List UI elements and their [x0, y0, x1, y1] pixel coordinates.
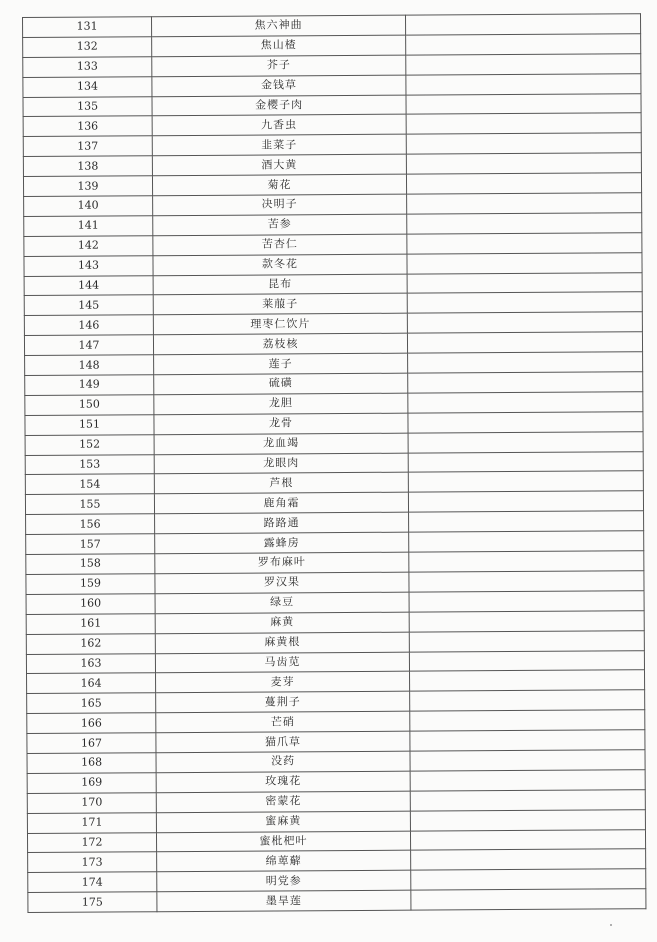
herb-name-cell: 理枣仁饮片 — [153, 314, 407, 335]
row-number-cell: 150 — [25, 395, 154, 416]
herb-name-cell: 露蜂房 — [155, 532, 409, 553]
remark-cell — [410, 789, 645, 810]
table-row — [28, 889, 646, 913]
remark-cell — [406, 153, 641, 174]
herb-name-cell: 鹿角霜 — [154, 493, 408, 514]
row-number-cell: 135 — [23, 96, 152, 117]
remark-cell — [409, 610, 644, 631]
herb-name-cell: 蔓荆子 — [156, 691, 410, 712]
remark-cell — [411, 849, 646, 870]
row-number-cell: 132 — [23, 37, 152, 58]
row-number-cell: 155 — [25, 494, 154, 515]
row-number-cell: 167 — [27, 733, 156, 754]
remark-cell — [407, 272, 642, 293]
herb-name-cell: 金钱草 — [152, 75, 406, 96]
remark-cell — [411, 889, 646, 910]
remark-cell — [410, 710, 645, 731]
remark-cell — [408, 392, 643, 413]
remark-cell — [409, 531, 644, 552]
remark-cell — [410, 750, 645, 771]
row-number-cell: 146 — [24, 315, 153, 336]
remark-cell — [407, 312, 642, 333]
herb-name-cell: 绵萆薢 — [157, 851, 411, 872]
row-number-cell: 152 — [25, 434, 154, 455]
row-number-cell: 173 — [28, 852, 157, 873]
row-number-cell: 151 — [25, 415, 154, 436]
remark-cell — [408, 352, 643, 373]
herb-name-cell: 蜜麻黄 — [156, 811, 410, 832]
herb-name-cell: 马齿苋 — [155, 652, 409, 673]
row-number-cell: 164 — [27, 673, 156, 694]
remark-cell — [411, 869, 646, 890]
row-number-cell: 158 — [26, 554, 155, 575]
row-number-cell: 145 — [24, 295, 153, 316]
row-number-cell: 141 — [24, 216, 153, 237]
remark-cell — [409, 650, 644, 671]
row-number-cell: 143 — [24, 255, 153, 276]
remark-cell — [408, 412, 643, 433]
remark-cell — [408, 431, 643, 452]
herb-name-cell: 蜜枇杷叶 — [156, 831, 410, 852]
row-number-cell: 133 — [23, 56, 152, 77]
remark-cell — [406, 93, 641, 114]
herb-name-cell: 芦根 — [154, 473, 408, 494]
herb-name-cell: 罗汉果 — [155, 572, 409, 593]
herb-name-cell: 没药 — [156, 751, 410, 772]
remark-cell — [406, 133, 641, 154]
row-number-cell: 140 — [24, 196, 153, 217]
herb-name-cell: 莱菔子 — [153, 294, 407, 315]
remark-cell — [409, 551, 644, 572]
row-number-cell: 134 — [23, 76, 152, 97]
herb-name-cell: 酒大黄 — [152, 154, 406, 175]
row-number-cell: 170 — [27, 792, 156, 813]
remark-cell — [409, 630, 644, 651]
row-number-cell: 174 — [28, 872, 157, 893]
herb-name-cell: 昆布 — [153, 274, 407, 295]
remark-cell — [407, 213, 642, 234]
herb-name-cell: 芥子 — [152, 55, 406, 76]
remark-cell — [409, 571, 644, 592]
row-number-cell: 153 — [25, 454, 154, 475]
remark-cell — [409, 591, 644, 612]
row-number-cell: 156 — [26, 514, 155, 535]
herb-name-cell: 决明子 — [153, 194, 407, 215]
row-number-cell: 161 — [26, 613, 155, 634]
remark-cell — [408, 451, 643, 472]
herb-name-cell: 麻黄 — [155, 612, 409, 633]
row-number-cell: 165 — [27, 693, 156, 714]
remark-cell — [407, 193, 642, 214]
row-number-cell: 160 — [26, 594, 155, 615]
herb-name-cell: 芒硝 — [156, 711, 410, 732]
row-number-cell: 139 — [23, 176, 152, 197]
remark-cell — [410, 829, 645, 850]
herb-name-cell: 麻黄根 — [155, 632, 409, 653]
remark-cell — [410, 770, 645, 791]
remark-cell — [410, 690, 645, 711]
remark-cell — [409, 511, 644, 532]
remark-cell — [407, 252, 642, 273]
herb-name-cell: 猫爪草 — [156, 731, 410, 752]
herb-name-cell: 麦芽 — [156, 672, 410, 693]
row-number-cell: 157 — [26, 534, 155, 555]
row-number-cell: 175 — [28, 892, 157, 913]
scan-speck — [610, 924, 612, 926]
remark-cell — [408, 471, 643, 492]
herb-name-cell: 绿豆 — [155, 592, 409, 613]
herb-name-cell: 韭菜子 — [152, 134, 406, 155]
row-number-cell: 168 — [27, 753, 156, 774]
remark-cell — [405, 14, 640, 35]
herb-table-wrapper — [22, 13, 647, 915]
herb-name-cell: 龙眼肉 — [154, 453, 408, 474]
row-number-cell: 144 — [24, 275, 153, 296]
herb-name-cell: 苦杏仁 — [153, 234, 407, 255]
remark-cell — [407, 233, 642, 254]
row-number-cell: 154 — [25, 474, 154, 495]
herb-name-cell: 焦山楂 — [152, 35, 406, 56]
row-number-cell: 172 — [27, 832, 156, 853]
herb-name-cell: 罗布麻叶 — [155, 552, 409, 573]
herb-name-cell: 墨旱莲 — [157, 890, 411, 911]
herb-name-cell: 密蒙花 — [156, 791, 410, 812]
row-number-cell: 162 — [26, 633, 155, 654]
herb-table-body — [23, 14, 646, 913]
remark-cell — [408, 491, 643, 512]
herb-name-cell: 苦参 — [153, 214, 407, 235]
herb-name-cell: 路路通 — [155, 512, 409, 533]
row-number-cell: 149 — [25, 375, 154, 396]
herb-name-cell: 荔枝核 — [153, 333, 407, 354]
remark-cell — [410, 670, 645, 691]
remark-cell — [408, 372, 643, 393]
herb-name-cell: 金樱子肉 — [152, 95, 406, 116]
herb-name-cell: 焦六神曲 — [152, 15, 406, 36]
row-number-cell: 159 — [26, 574, 155, 595]
herb-name-cell: 龙血竭 — [154, 433, 408, 454]
row-number-cell: 147 — [24, 335, 153, 356]
remark-cell — [407, 292, 642, 313]
herb-name-cell: 莲子 — [154, 353, 408, 374]
row-number-cell: 166 — [27, 713, 156, 734]
remark-cell — [407, 332, 642, 353]
row-number-cell: 148 — [25, 355, 154, 376]
remark-cell — [406, 113, 641, 134]
herb-name-cell: 明党参 — [157, 870, 411, 891]
remark-cell — [410, 730, 645, 751]
remark-cell — [406, 34, 641, 55]
row-number-cell: 136 — [23, 116, 152, 137]
row-number-cell: 137 — [23, 136, 152, 157]
row-number-cell: 138 — [23, 156, 152, 177]
herb-name-cell: 九香虫 — [152, 115, 406, 136]
remark-cell — [410, 809, 645, 830]
remark-cell — [406, 73, 641, 94]
herb-name-cell: 菊花 — [152, 174, 406, 195]
herb-name-cell: 龙骨 — [154, 413, 408, 434]
remark-cell — [406, 54, 641, 75]
row-number-cell: 171 — [27, 812, 156, 833]
row-number-cell: 131 — [23, 17, 152, 38]
remark-cell — [406, 173, 641, 194]
row-number-cell: 163 — [26, 653, 155, 674]
herb-table — [22, 13, 646, 913]
row-number-cell: 142 — [24, 236, 153, 257]
herb-name-cell: 款冬花 — [153, 254, 407, 275]
row-number-cell: 169 — [27, 773, 156, 794]
herb-name-cell: 硫磺 — [154, 373, 408, 394]
herb-name-cell: 玫瑰花 — [156, 771, 410, 792]
herb-name-cell: 龙胆 — [154, 393, 408, 414]
